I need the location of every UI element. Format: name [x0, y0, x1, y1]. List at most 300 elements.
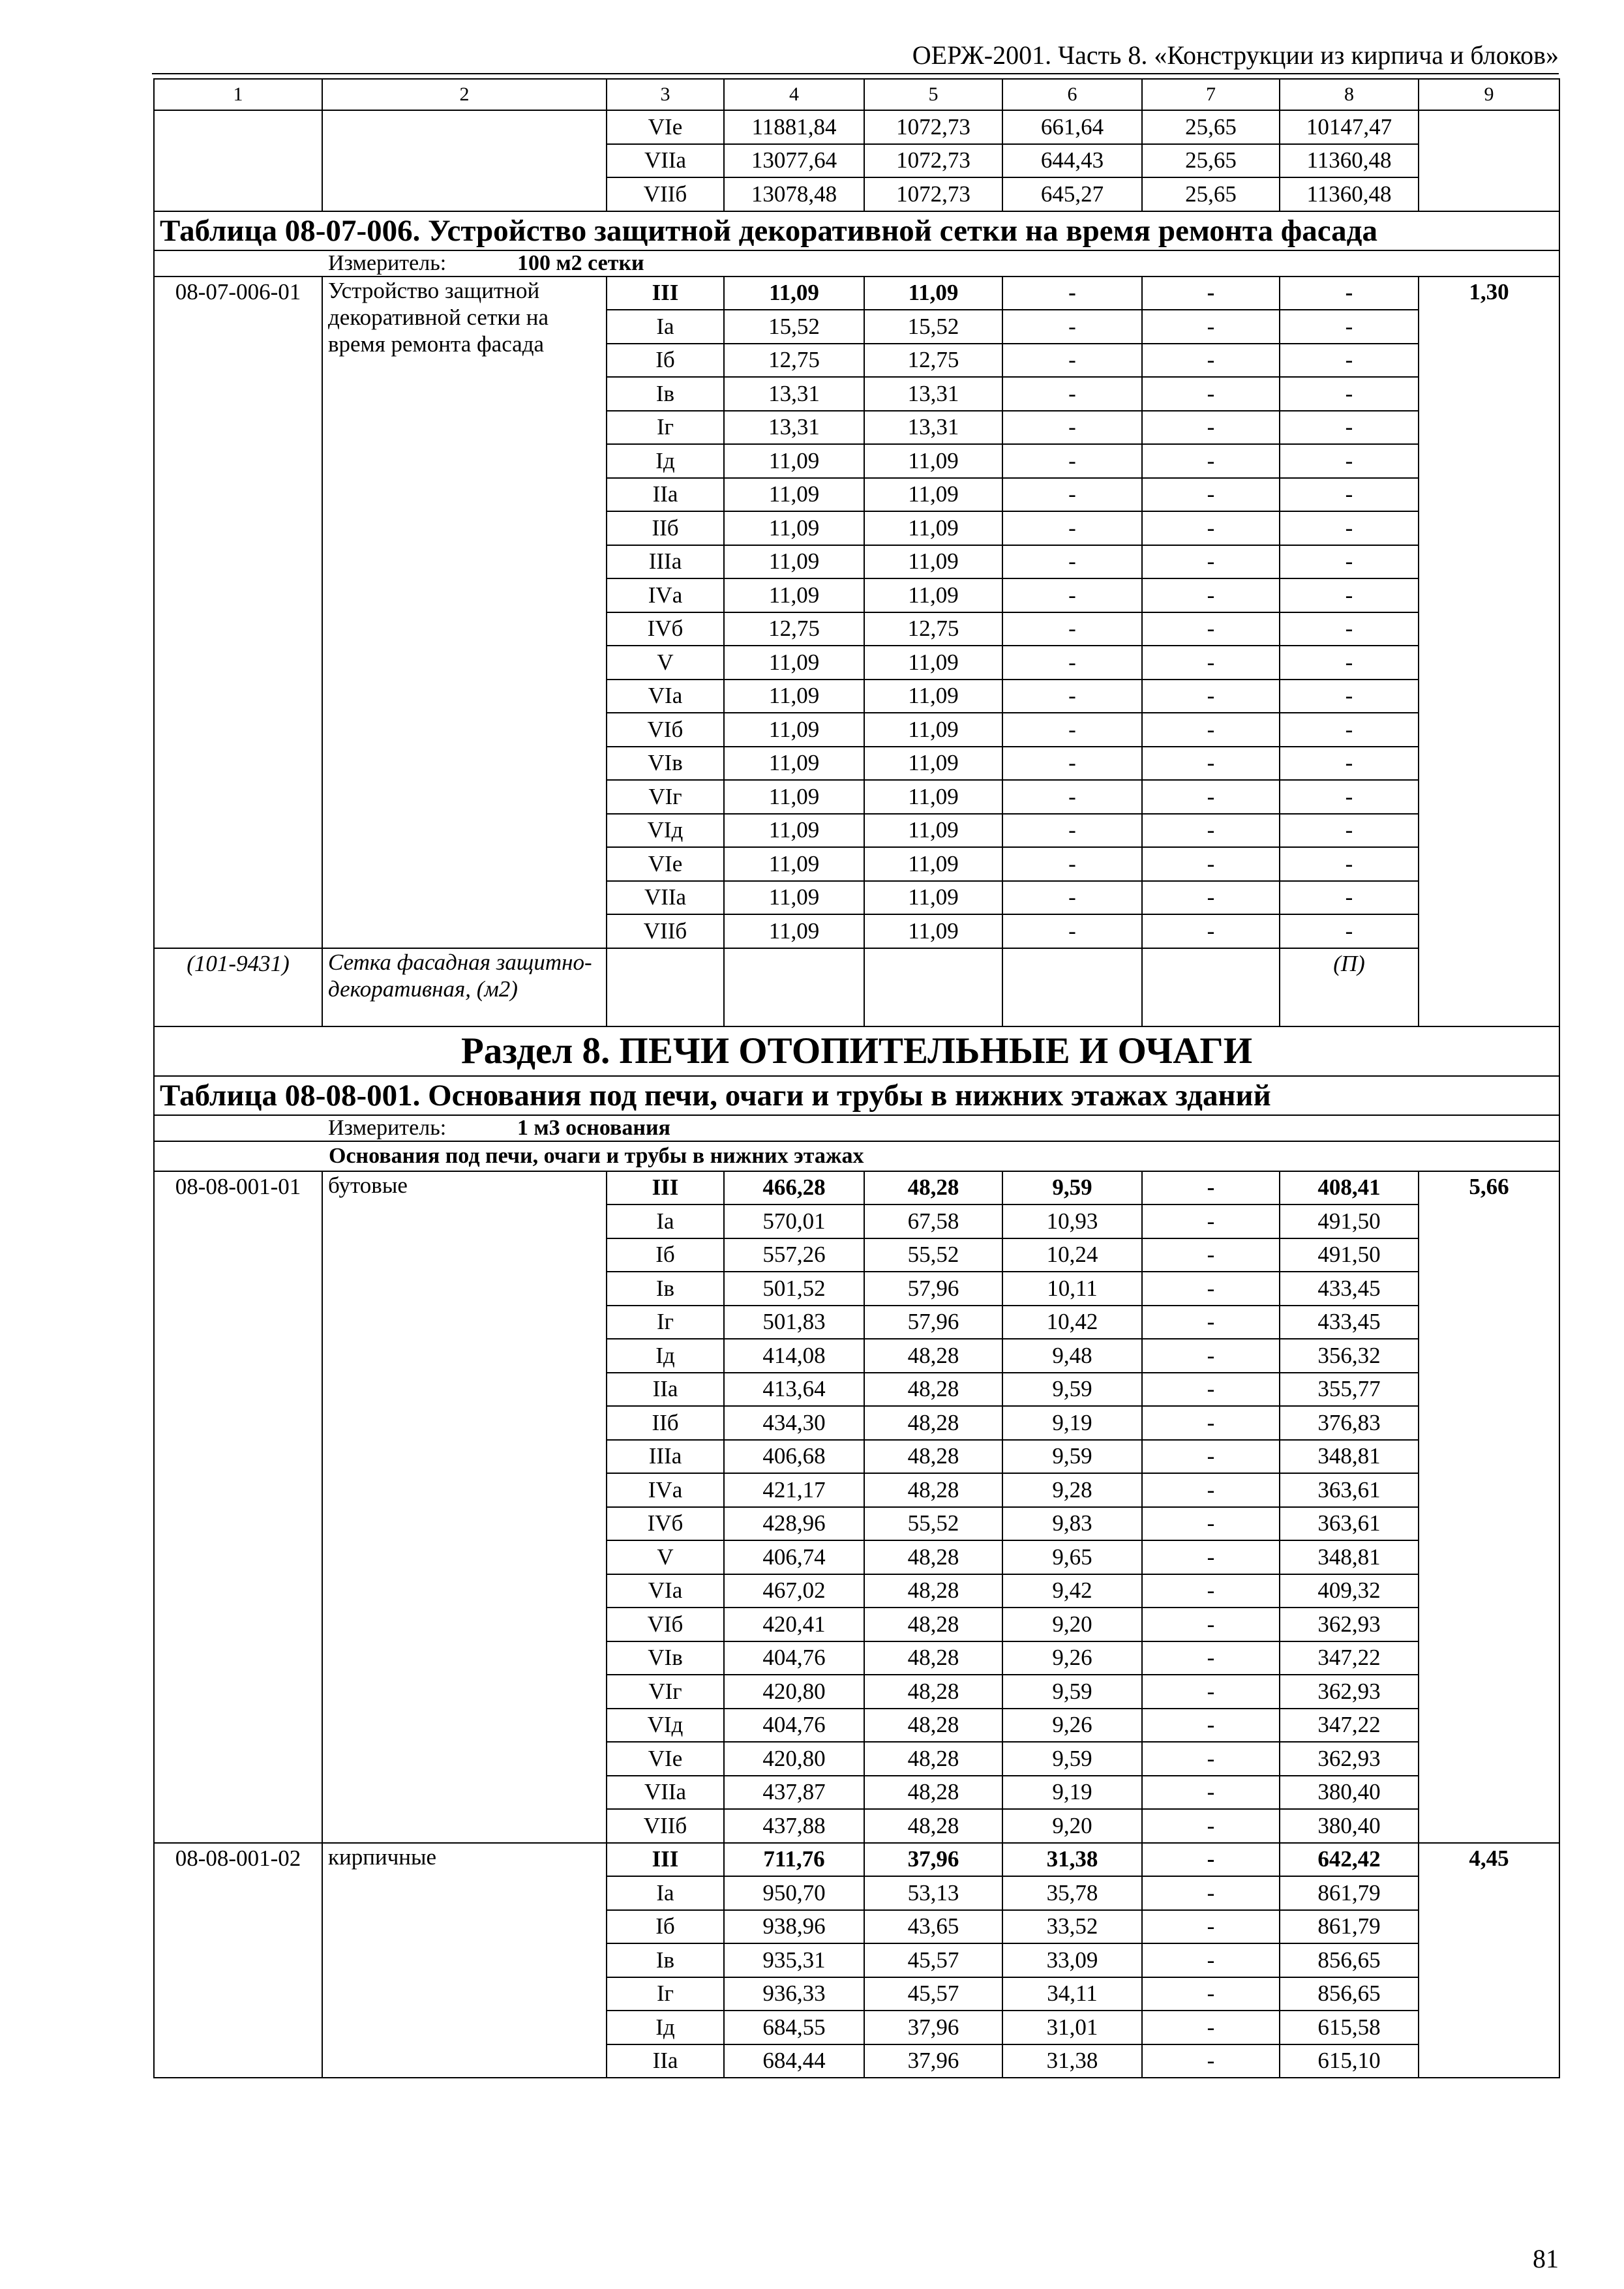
cost-value: 413,64 [724, 1373, 864, 1407]
cost-value: - [1280, 310, 1419, 344]
territory-class: VIе [607, 847, 724, 881]
territory-class: IVб [607, 1507, 724, 1541]
cost-value: 11360,48 [1280, 177, 1419, 211]
territory-class: VIв [607, 747, 724, 781]
cost-value: 12,75 [724, 612, 864, 646]
cost-value: 25,65 [1142, 110, 1280, 144]
measure-value: 100 м2 сетки [517, 250, 644, 275]
cost-value: - [1142, 478, 1280, 512]
cost-value: 644,43 [1002, 144, 1142, 178]
cost-value: - [1002, 578, 1142, 612]
cost-value: 31,38 [1002, 1843, 1142, 1877]
cost-value: 362,93 [1280, 1675, 1419, 1709]
cost-value: 9,59 [1002, 1675, 1142, 1709]
material-class: (П) [1280, 948, 1419, 1026]
cost-value: 11,09 [864, 511, 1002, 545]
cost-value: - [1142, 2044, 1280, 2078]
empty-cell [607, 948, 724, 1026]
cost-value: 11,09 [864, 680, 1002, 713]
cost-value: - [1142, 612, 1280, 646]
column-number: 9 [1419, 79, 1559, 110]
cost-value: - [1142, 1473, 1280, 1507]
item-description: Устройство защитной декоративной сетки на время ремонта фасада [322, 277, 607, 948]
cost-value: 15,52 [724, 310, 864, 344]
cost-value: - [1142, 1306, 1280, 1339]
measure-cell [154, 1115, 1559, 1141]
cost-value: - [1142, 1843, 1280, 1877]
cost-value: 9,42 [1002, 1574, 1142, 1608]
cost-value: 9,28 [1002, 1473, 1142, 1507]
cost-value: 856,65 [1280, 1977, 1419, 2011]
cost-value: 11,09 [724, 545, 864, 579]
cost-value: 437,87 [724, 1776, 864, 1810]
territory-class: V [607, 1540, 724, 1574]
cost-value: - [1142, 511, 1280, 545]
table-title: Таблица 08-08-001. Основания под печи, очаги и трубы в нижних этажах зданий [154, 1076, 1559, 1115]
cost-value: 433,45 [1280, 1306, 1419, 1339]
cost-value: 11,09 [864, 444, 1002, 478]
territory-class: Iд [607, 444, 724, 478]
cost-value: - [1142, 344, 1280, 378]
cost-value: 9,20 [1002, 1608, 1142, 1641]
cost-value: 31,01 [1002, 2011, 1142, 2044]
cost-value: 11,09 [724, 914, 864, 948]
cost-value: 12,75 [724, 344, 864, 378]
cost-value: - [1142, 1876, 1280, 1910]
column-number: 6 [1002, 79, 1142, 110]
cost-value: 13,31 [724, 377, 864, 411]
subheading-row [154, 1141, 1559, 1171]
cost-value: 48,28 [864, 1675, 1002, 1709]
cost-value: 408,41 [1280, 1171, 1419, 1205]
cost-value: - [1142, 680, 1280, 713]
cost-value: 356,32 [1280, 1339, 1419, 1373]
cost-value: 428,96 [724, 1507, 864, 1541]
cost-value: - [1142, 1977, 1280, 2011]
cost-value: 12,75 [864, 612, 1002, 646]
cost-value: 13,31 [864, 411, 1002, 445]
cost-value: 856,65 [1280, 1943, 1419, 1977]
cost-value: 409,32 [1280, 1574, 1419, 1608]
cost-value: 347,22 [1280, 1709, 1419, 1743]
territory-class: VIе [607, 110, 724, 144]
cost-value: 9,20 [1002, 1809, 1142, 1843]
cost-value: - [1280, 511, 1419, 545]
cost-value: - [1142, 780, 1280, 814]
header-rule [152, 73, 1559, 74]
cost-value: 10147,47 [1280, 110, 1419, 144]
territory-class: VIа [607, 1574, 724, 1608]
section-title: Раздел 8. ПЕЧИ ОТОПИТЕЛЬНЫЕ И ОЧАГИ [154, 1026, 1559, 1076]
description-cell [322, 110, 607, 211]
cost-value: - [1142, 1910, 1280, 1944]
cost-value: 25,65 [1142, 144, 1280, 178]
cost-value: 861,79 [1280, 1876, 1419, 1910]
cost-value: 9,19 [1002, 1776, 1142, 1810]
cost-value: 11,09 [864, 478, 1002, 512]
cost-value: 642,42 [1280, 1843, 1419, 1877]
cost-value: 661,64 [1002, 110, 1142, 144]
cost-value: - [1280, 881, 1419, 915]
cost-value: - [1142, 1742, 1280, 1776]
column-number: 2 [322, 79, 607, 110]
territory-class: Iб [607, 1238, 724, 1272]
cost-value: - [1280, 780, 1419, 814]
item-result: 4,45 [1419, 1843, 1559, 2078]
cost-value: - [1002, 646, 1142, 680]
cost-value: 48,28 [864, 1339, 1002, 1373]
cost-value: 11881,84 [724, 110, 864, 144]
cost-value: 414,08 [724, 1339, 864, 1373]
cost-value: - [1142, 444, 1280, 478]
cost-value: 11,09 [724, 646, 864, 680]
territory-class: VIIб [607, 914, 724, 948]
cost-value: 9,19 [1002, 1406, 1142, 1440]
territory-class: Iв [607, 1943, 724, 1977]
cost-value: - [1002, 847, 1142, 881]
cost-value: 615,10 [1280, 2044, 1419, 2078]
cost-value: 684,44 [724, 2044, 864, 2078]
territory-class: Iа [607, 1204, 724, 1238]
value-row [154, 277, 1559, 310]
cost-value: 11,09 [864, 780, 1002, 814]
territory-class: Iб [607, 1910, 724, 1944]
cost-value: - [1142, 1339, 1280, 1373]
cost-value: - [1142, 1507, 1280, 1541]
cost-value: 37,96 [864, 2044, 1002, 2078]
cost-value: 33,09 [1002, 1943, 1142, 1977]
cost-value: - [1002, 377, 1142, 411]
cost-value: 935,31 [724, 1943, 864, 1977]
cost-value: 380,40 [1280, 1809, 1419, 1843]
cost-value: 406,74 [724, 1540, 864, 1574]
cost-value: - [1142, 1204, 1280, 1238]
cost-value: 48,28 [864, 1406, 1002, 1440]
territory-class: Iв [607, 1272, 724, 1306]
cost-value: 501,83 [724, 1306, 864, 1339]
cost-value: - [1142, 1440, 1280, 1474]
territory-class: VIб [607, 1608, 724, 1641]
value-row [154, 1843, 1559, 1877]
empty-cell [864, 948, 1002, 1026]
cost-value: 48,28 [864, 1373, 1002, 1407]
cost-value: 11,09 [724, 780, 864, 814]
running-header: ОЕРЖ-2001. Часть 8. «Конструкции из кирпича и блоков» [912, 40, 1559, 70]
cost-value: 34,11 [1002, 1977, 1142, 2011]
item-code: 08-07-006-01 [154, 277, 322, 948]
cost-value: - [1142, 1171, 1280, 1205]
code-cell [154, 110, 322, 211]
cost-value: - [1002, 780, 1142, 814]
cost-value: - [1142, 545, 1280, 579]
territory-class: Iг [607, 1977, 724, 2011]
cost-value: - [1142, 1238, 1280, 1272]
cost-value: - [1142, 377, 1280, 411]
cost-value: 437,88 [724, 1809, 864, 1843]
cost-value: 48,28 [864, 1473, 1002, 1507]
territory-class: VIг [607, 780, 724, 814]
cost-value: - [1002, 277, 1142, 310]
territory-class: IIа [607, 1373, 724, 1407]
cost-value: 10,42 [1002, 1306, 1142, 1339]
cost-value: 420,80 [724, 1742, 864, 1776]
cost-value: 11,09 [724, 680, 864, 713]
cost-value: - [1002, 612, 1142, 646]
cost-value: - [1142, 1809, 1280, 1843]
cost-value: 9,59 [1002, 1742, 1142, 1776]
cost-value: 10,24 [1002, 1238, 1142, 1272]
measure-row [154, 250, 1559, 277]
cost-value: 9,59 [1002, 1171, 1142, 1205]
cost-value: - [1002, 881, 1142, 915]
territory-class: IIб [607, 511, 724, 545]
cost-value: 491,50 [1280, 1204, 1419, 1238]
cost-value: 45,57 [864, 1977, 1002, 2011]
cost-value: 48,28 [864, 1709, 1002, 1743]
cost-value: - [1142, 1406, 1280, 1440]
cost-value: - [1142, 277, 1280, 310]
cost-value: - [1142, 914, 1280, 948]
cost-value: 11360,48 [1280, 144, 1419, 178]
cost-value: 420,41 [724, 1608, 864, 1641]
cost-value: - [1142, 1709, 1280, 1743]
cost-value: 11,09 [864, 277, 1002, 310]
table-title: Таблица 08-07-006. Устройство защитной декоративной сетки на время ремонта фасада [154, 211, 1559, 250]
cost-value: - [1280, 914, 1419, 948]
cost-value: - [1002, 344, 1142, 378]
cost-value: - [1142, 747, 1280, 781]
territory-class: IIIа [607, 1440, 724, 1474]
cost-value: 31,38 [1002, 2044, 1142, 2078]
cost-value: 9,65 [1002, 1540, 1142, 1574]
cost-value: 491,50 [1280, 1238, 1419, 1272]
cost-value: - [1142, 1943, 1280, 1977]
territory-class: VIIа [607, 881, 724, 915]
table-title-row [154, 211, 1559, 250]
item-description: бутовые [322, 1171, 607, 1843]
territory-class: VIе [607, 1742, 724, 1776]
territory-class: VIв [607, 1641, 724, 1675]
cost-value: 684,55 [724, 2011, 864, 2044]
cost-value: - [1142, 411, 1280, 445]
cost-value: - [1142, 1641, 1280, 1675]
item-description: кирпичные [322, 1843, 607, 2078]
cost-value: 711,76 [724, 1843, 864, 1877]
territory-class: Iг [607, 411, 724, 445]
cost-value: 380,40 [1280, 1776, 1419, 1810]
column-number: 8 [1280, 79, 1419, 110]
cost-value: - [1002, 914, 1142, 948]
cost-value: - [1280, 411, 1419, 445]
cost-value: - [1142, 310, 1280, 344]
cost-value: - [1142, 2011, 1280, 2044]
cost-value: 12,75 [864, 344, 1002, 378]
cost-value: 467,02 [724, 1574, 864, 1608]
cost-value: 406,68 [724, 1440, 864, 1474]
cost-value: 13078,48 [724, 177, 864, 211]
territory-class: VIд [607, 814, 724, 848]
cost-value: 11,09 [724, 814, 864, 848]
cost-value: 362,93 [1280, 1742, 1419, 1776]
cost-value: - [1002, 814, 1142, 848]
cost-value: 10,93 [1002, 1204, 1142, 1238]
item-code: 08-08-001-01 [154, 1171, 322, 1843]
territory-class: Iд [607, 2011, 724, 2044]
page-number: 81 [1533, 2244, 1559, 2273]
cost-value: 11,09 [724, 444, 864, 478]
cost-value: 11,09 [864, 578, 1002, 612]
cost-value: - [1142, 1540, 1280, 1574]
cost-value: 53,13 [864, 1876, 1002, 1910]
cost-value: 433,45 [1280, 1272, 1419, 1306]
territory-class: VIIб [607, 1809, 724, 1843]
cost-value: 57,96 [864, 1306, 1002, 1339]
cost-value: - [1280, 814, 1419, 848]
cost-value: - [1002, 478, 1142, 512]
cost-value: - [1280, 747, 1419, 781]
cost-value: - [1142, 1608, 1280, 1641]
cost-value: 11,09 [864, 646, 1002, 680]
cost-value: 11,09 [864, 914, 1002, 948]
cost-value: 48,28 [864, 1540, 1002, 1574]
column-number: 3 [607, 79, 724, 110]
cost-value: - [1142, 847, 1280, 881]
cost-value: 15,52 [864, 310, 1002, 344]
cost-value: 355,77 [1280, 1373, 1419, 1407]
result-cell [1419, 110, 1559, 211]
cost-value: 45,57 [864, 1943, 1002, 1977]
cost-value: 938,96 [724, 1910, 864, 1944]
cost-value: 9,83 [1002, 1507, 1142, 1541]
cost-value: 48,28 [864, 1809, 1002, 1843]
cost-value: - [1142, 881, 1280, 915]
cost-value: - [1280, 612, 1419, 646]
cost-value: 11,09 [864, 881, 1002, 915]
cost-value: 404,76 [724, 1709, 864, 1743]
material-footnote-row [154, 948, 1559, 1026]
column-number: 5 [864, 79, 1002, 110]
cost-value: 11,09 [724, 713, 864, 747]
cost-value: 48,28 [864, 1574, 1002, 1608]
territory-class: VIа [607, 680, 724, 713]
cost-value: 570,01 [724, 1204, 864, 1238]
cost-value: - [1280, 680, 1419, 713]
cost-value: 434,30 [724, 1406, 864, 1440]
territory-class: Iб [607, 344, 724, 378]
cost-value: 11,09 [864, 713, 1002, 747]
territory-class: VIIа [607, 144, 724, 178]
cost-value: 11,09 [864, 814, 1002, 848]
cost-value: 1072,73 [864, 177, 1002, 211]
territory-class: IIа [607, 478, 724, 512]
value-row [154, 1171, 1559, 1205]
cost-value: 25,65 [1142, 177, 1280, 211]
cost-value: - [1280, 344, 1419, 378]
measure-label: Измеритель: [328, 1115, 447, 1140]
cost-value: 37,96 [864, 2011, 1002, 2044]
cost-value: 11,09 [724, 847, 864, 881]
territory-class: VIг [607, 1675, 724, 1709]
cost-value: 9,48 [1002, 1339, 1142, 1373]
cost-value: - [1280, 377, 1419, 411]
cost-value: 43,65 [864, 1910, 1002, 1944]
territory-class: VIб [607, 713, 724, 747]
cost-value: 936,33 [724, 1977, 864, 2011]
measure-cell [154, 250, 1559, 277]
measure-label: Измеритель: [328, 250, 447, 275]
cost-value: - [1002, 747, 1142, 781]
cost-value: 9,26 [1002, 1641, 1142, 1675]
cost-value: 362,93 [1280, 1608, 1419, 1641]
territory-class: Iа [607, 310, 724, 344]
cost-value: 9,59 [1002, 1373, 1142, 1407]
territory-class: IVа [607, 578, 724, 612]
cost-value: 11,09 [724, 747, 864, 781]
cost-value: 376,83 [1280, 1406, 1419, 1440]
cost-value: 950,70 [724, 1876, 864, 1910]
cost-value: 861,79 [1280, 1910, 1419, 1944]
cost-value: 13,31 [864, 377, 1002, 411]
measure-row [154, 1115, 1559, 1141]
cost-value: 501,52 [724, 1272, 864, 1306]
cost-value: 11,09 [724, 277, 864, 310]
material-description: Сетка фасадная защитно-декоративная, (м2) [322, 948, 607, 1026]
section-title-row [154, 1026, 1559, 1076]
cost-value: - [1002, 310, 1142, 344]
cost-value: - [1280, 545, 1419, 579]
cost-value: 557,26 [724, 1238, 864, 1272]
cost-value: 9,59 [1002, 1440, 1142, 1474]
cost-value: 48,28 [864, 1608, 1002, 1641]
cost-value: 11,09 [864, 545, 1002, 579]
cost-value: 57,96 [864, 1272, 1002, 1306]
cost-value: 1072,73 [864, 144, 1002, 178]
cost-value: 466,28 [724, 1171, 864, 1205]
cost-value: - [1280, 646, 1419, 680]
territory-class: Iа [607, 1876, 724, 1910]
cost-value: 48,28 [864, 1742, 1002, 1776]
cost-value: - [1142, 578, 1280, 612]
cost-value: - [1142, 646, 1280, 680]
cost-value: 348,81 [1280, 1440, 1419, 1474]
territory-class: V [607, 646, 724, 680]
cost-value: 48,28 [864, 1440, 1002, 1474]
cost-value: - [1002, 444, 1142, 478]
territory-class: VIIб [607, 177, 724, 211]
cost-value: 1072,73 [864, 110, 1002, 144]
empty-cell [724, 948, 864, 1026]
cost-value: 363,61 [1280, 1473, 1419, 1507]
item-result: 5,66 [1419, 1171, 1559, 1843]
cost-value: 615,58 [1280, 2011, 1419, 2044]
column-number: 4 [724, 79, 864, 110]
territory-class: Iг [607, 1306, 724, 1339]
territory-class: IIб [607, 1406, 724, 1440]
territory-class: VIд [607, 1709, 724, 1743]
cost-value: - [1280, 578, 1419, 612]
territory-class: VIIа [607, 1776, 724, 1810]
cost-value: 11,09 [724, 478, 864, 512]
cost-value: - [1142, 1272, 1280, 1306]
cost-value: 13077,64 [724, 144, 864, 178]
subheading: Основания под печи, очаги и трубы в нижних этажах [154, 1141, 1559, 1171]
cost-value: 13,31 [724, 411, 864, 445]
measure-value: 1 м3 основания [517, 1115, 670, 1140]
cost-value: 11,09 [864, 847, 1002, 881]
cost-value: 48,28 [864, 1171, 1002, 1205]
cost-value: 347,22 [1280, 1641, 1419, 1675]
cost-value: - [1142, 1776, 1280, 1810]
